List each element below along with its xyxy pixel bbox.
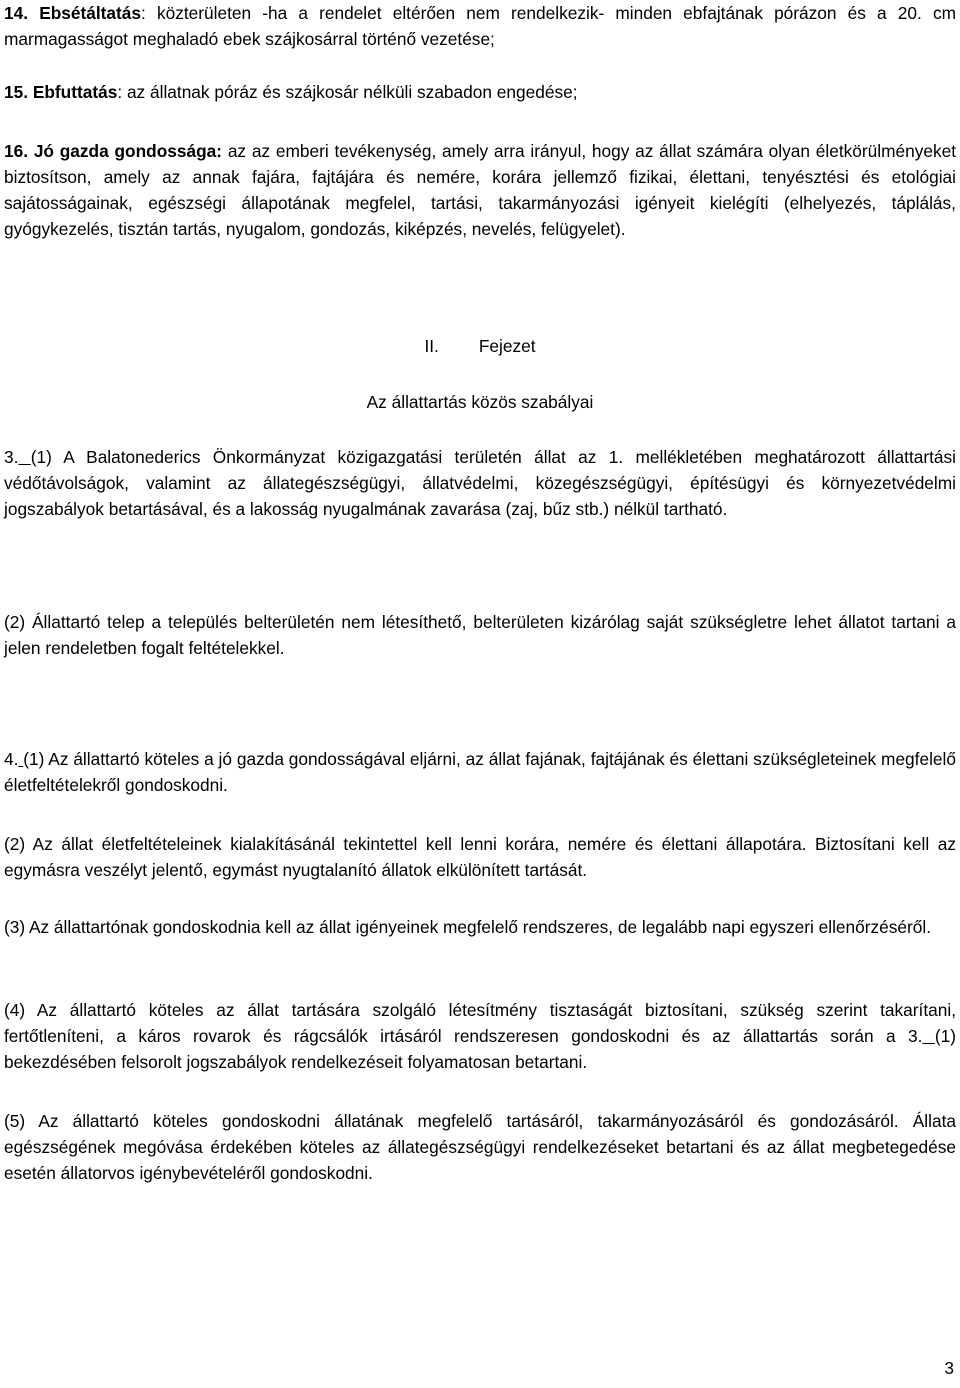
chapter-title: Az állattartás közös szabályai xyxy=(366,392,594,412)
chapter-heading xyxy=(0,333,960,359)
section-4-paragraph-5: (5) Az állattartó köteles gondoskodni állatának megfelelő tartásáról, takarmányozásáról és gondozásáról. Állata egészségének megóvása érdekében köteles az állategészségügyi rendelkezéseket betartani és az állat megbetegedése esetén állatorvos igénybevételéről gondoskodni. xyxy=(4,1111,956,1183)
section-4-number: 4. xyxy=(4,749,19,769)
definition-14-term: Ebsétáltatás xyxy=(39,3,142,23)
section-4-p1-text: (1) Az állattartó köteles a jó gazda gondosságával eljárni, az állat fajának, fajtájának és élettani szükségleteinek megfelelő életfeltételekről gondoskodni. xyxy=(4,749,956,795)
page-number: 3 xyxy=(944,1358,954,1378)
section-4-paragraph-3: (3) Az állattartónak gondoskodnia kell az állat igényeinek megfelelő rendszeres, de legalább napi egyszeri ellenőrzéséről. xyxy=(4,917,932,937)
chapter-number: II. xyxy=(424,336,439,356)
section-3-p1-text: (1) A Balatonederics Önkormányzat közigazgatási területén állat az 1. mellékletében meghatározott állattartási védőtávolságok, valamint az állategészségügyi, állatvédelmi, közegészségügyi, építésügyi és környezetvédelmi jogszabályok betartásával, és a lakosság nyugalmának zavarása (zaj, bűz stb.) nélkül tartható. xyxy=(4,447,957,519)
definition-14-text: : közterületen -ha a rendelet eltérően nem rendelkezik- minden ebfajtának pórázon és a 20. cm marmagasságot meghaladó ebek szájkosárral történő vezetése; xyxy=(4,3,957,49)
section-4-paragraph-1 xyxy=(4,746,956,798)
section-4-paragraph-2: (2) Az állat életfeltételeinek kialakításánál tekintettel kell lenni korára, nemére és élettani állapotára. Biztosítani kell az egymásra veszélyt jelentő, egymást nyugtalanító állatok elkülönített tartását. xyxy=(4,834,956,880)
definition-14-number: 14. xyxy=(4,3,29,23)
definition-16-number: 16. xyxy=(4,141,29,161)
section-4-p4-text-b: (1) bekezdésében felsorolt jogszabályok rendelkezéseit folyamatosan betartani. xyxy=(4,1026,956,1072)
definition-15-text: : az állatnak póráz és szájkosár nélküli szabadon engedése; xyxy=(117,82,578,102)
section-4-paragraph-4 xyxy=(4,997,956,1075)
definition-14 xyxy=(4,0,956,52)
definition-16-term: Jó gazda gondossága: xyxy=(33,141,223,161)
definition-15-term: Ebfuttatás xyxy=(32,82,118,102)
section-3-paragraph-2: (2) Állattartó telep a település belterületén nem létesíthető, belterületen kizárólag saját szükségletre lehet állatot tartani a jelen rendeletben fogalt feltételekkel. xyxy=(4,612,956,658)
definition-15-number: 15. xyxy=(4,82,29,102)
section-4-p4-gap xyxy=(922,1026,934,1046)
section-3-gap xyxy=(18,447,30,467)
section-4-p4-text-a: (4) Az állattartó köteles az állat tartására szolgáló létesítmény tisztaságát biztosítani, szükség szerint takarítani, fertőtleníteni, a káros rovarok és rágcsálók irtásáról rendszeresen gondoskodni és az állattartás során a 3. xyxy=(4,1000,956,1046)
definition-15 xyxy=(4,79,956,105)
section-3-paragraph-1 xyxy=(4,444,956,522)
section-3-number: 3. xyxy=(4,447,19,467)
definition-16-text: az az emberi tevékenység, amely arra irányul, hogy az állat számára olyan életkörülményeket biztosítson, amely az annak fajára, fajtájára és nemére, korára jellemző fizikai, élettani, tenyésztési és etológiai sajátosságainak, egészségi állapotának megfelel, tartási, takarmányozási igényeit kielégíti (elhelyezés, táplálás, gyógykezelés, tisztán tartás, nyugalom, gondozás, kiképzés, nevelés, felügyelet). xyxy=(4,141,957,239)
chapter-label: Fejezet xyxy=(478,336,536,356)
definition-16 xyxy=(4,138,956,242)
